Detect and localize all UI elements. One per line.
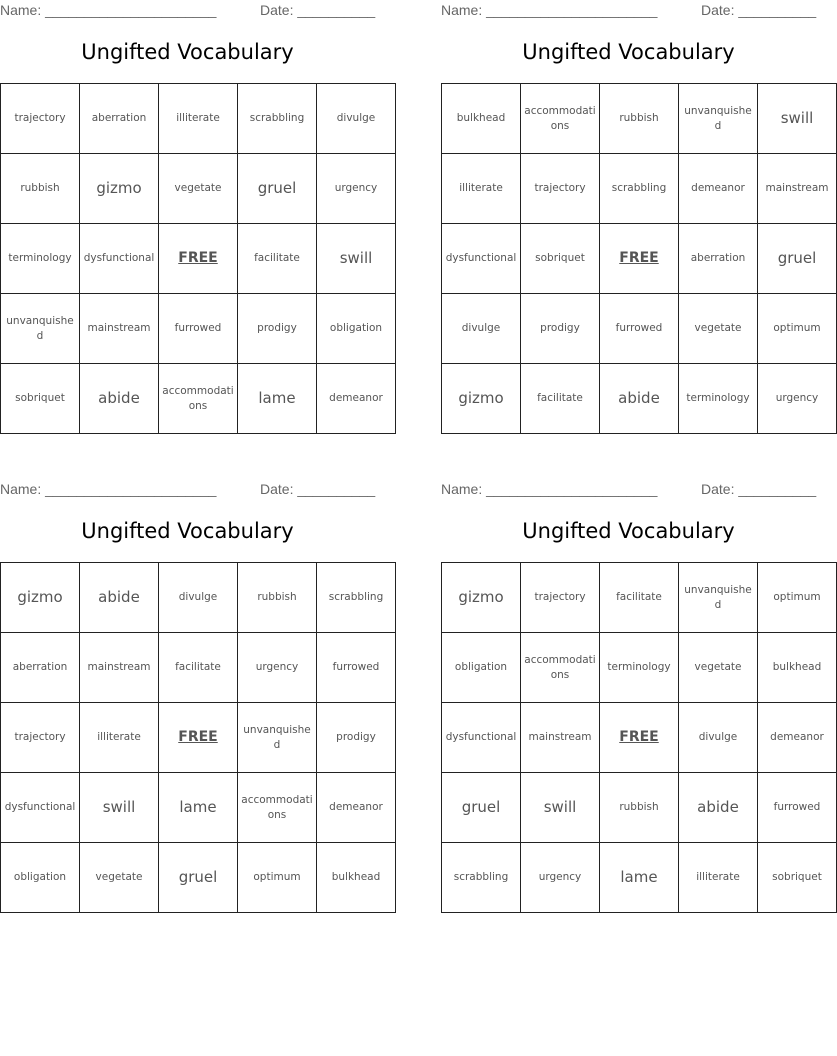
free-space-cell: FREE — [159, 224, 238, 294]
word-cell: accommodations — [159, 364, 238, 434]
word-cell: facilitate — [600, 563, 679, 633]
word-cell: urgency — [238, 633, 317, 703]
grid-row — [1, 364, 396, 434]
grid-row — [442, 703, 837, 773]
free-space-cell: FREE — [159, 703, 238, 773]
word-cell: gizmo — [80, 154, 159, 224]
word-cell: optimum — [238, 843, 317, 913]
grid-row — [442, 84, 837, 154]
date-field-label: Date: __________ — [260, 2, 376, 18]
word-cell: gruel — [238, 154, 317, 224]
free-space-cell: FREE — [600, 703, 679, 773]
word-cell: trajectory — [1, 84, 80, 154]
word-cell: furrowed — [758, 773, 837, 843]
word-cell: scrabbling — [317, 563, 396, 633]
card-title: Ungifted Vocabulary — [522, 519, 735, 543]
word-cell: abide — [600, 364, 679, 434]
card-title: Ungifted Vocabulary — [81, 519, 294, 543]
word-cell: sobriquet — [521, 224, 600, 294]
word-cell: bulkhead — [317, 843, 396, 913]
word-cell: gruel — [159, 843, 238, 913]
grid-row — [1, 773, 396, 843]
word-cell: aberration — [80, 84, 159, 154]
word-cell: scrabbling — [238, 84, 317, 154]
word-cell: aberration — [679, 224, 758, 294]
word-cell: sobriquet — [1, 364, 80, 434]
name-field-label: Name: ______________________ — [0, 2, 217, 18]
word-cell: rubbish — [238, 563, 317, 633]
grid-row — [1, 703, 396, 773]
word-cell: urgency — [758, 364, 837, 434]
word-cell: prodigy — [317, 703, 396, 773]
name-field-label: Name: ______________________ — [0, 481, 217, 497]
word-cell: swill — [521, 773, 600, 843]
word-cell: demeanor — [317, 364, 396, 434]
word-cell: divulge — [317, 84, 396, 154]
word-cell: furrowed — [317, 633, 396, 703]
word-cell: facilitate — [238, 224, 317, 294]
word-cell: abide — [679, 773, 758, 843]
grid-row — [442, 563, 837, 633]
word-cell: gizmo — [442, 563, 521, 633]
word-cell: unvanquished — [1, 294, 80, 364]
word-cell: demeanor — [317, 773, 396, 843]
word-cell: mainstream — [80, 294, 159, 364]
word-cell: illiterate — [442, 154, 521, 224]
word-cell: rubbish — [600, 773, 679, 843]
word-cell: vegetate — [679, 633, 758, 703]
word-cell: optimum — [758, 294, 837, 364]
grid-row — [442, 633, 837, 703]
word-cell: gizmo — [1, 563, 80, 633]
word-cell: optimum — [758, 563, 837, 633]
word-cell: terminology — [1, 224, 80, 294]
word-cell: vegetate — [80, 843, 159, 913]
word-cell: illiterate — [80, 703, 159, 773]
word-cell: obligation — [442, 633, 521, 703]
word-cell: obligation — [1, 843, 80, 913]
word-cell: unvanquished — [679, 84, 758, 154]
word-cell: lame — [238, 364, 317, 434]
name-field-label: Name: ______________________ — [441, 2, 658, 18]
card-header — [0, 481, 375, 499]
word-cell: dysfunctional — [80, 224, 159, 294]
grid-row — [442, 224, 837, 294]
word-cell: divulge — [442, 294, 521, 364]
word-cell: vegetate — [679, 294, 758, 364]
word-cell: prodigy — [238, 294, 317, 364]
word-cell: gruel — [442, 773, 521, 843]
word-cell: furrowed — [159, 294, 238, 364]
bingo-grid — [0, 83, 396, 434]
word-cell: gizmo — [442, 364, 521, 434]
grid-row — [442, 773, 837, 843]
name-field-label: Name: ______________________ — [441, 481, 658, 497]
word-cell: terminology — [600, 633, 679, 703]
word-cell: divulge — [159, 563, 238, 633]
card-title: Ungifted Vocabulary — [81, 40, 294, 64]
word-cell: lame — [159, 773, 238, 843]
card-title: Ungifted Vocabulary — [522, 40, 735, 64]
word-cell: furrowed — [600, 294, 679, 364]
free-space-cell: FREE — [600, 224, 679, 294]
bingo-grid — [0, 562, 396, 913]
word-cell: obligation — [317, 294, 396, 364]
word-cell: illiterate — [679, 843, 758, 913]
word-cell: accommodations — [521, 84, 600, 154]
grid-row — [1, 84, 396, 154]
word-cell: mainstream — [80, 633, 159, 703]
word-cell: abide — [80, 364, 159, 434]
date-field-label: Date: __________ — [701, 481, 817, 497]
word-cell: demeanor — [679, 154, 758, 224]
card-header — [0, 2, 375, 20]
word-cell: dysfunctional — [1, 773, 80, 843]
word-cell: abide — [80, 563, 159, 633]
word-cell: scrabbling — [442, 843, 521, 913]
card-header — [441, 481, 816, 499]
word-cell: sobriquet — [758, 843, 837, 913]
word-cell: divulge — [679, 703, 758, 773]
word-cell: accommodations — [238, 773, 317, 843]
word-cell: trajectory — [521, 563, 600, 633]
word-cell: illiterate — [159, 84, 238, 154]
card-header — [441, 2, 816, 20]
word-cell: trajectory — [521, 154, 600, 224]
word-cell: trajectory — [1, 703, 80, 773]
date-field-label: Date: __________ — [260, 481, 376, 497]
word-cell: rubbish — [600, 84, 679, 154]
grid-row — [442, 364, 837, 434]
date-field-label: Date: __________ — [701, 2, 817, 18]
grid-row — [442, 294, 837, 364]
word-cell: bulkhead — [442, 84, 521, 154]
word-cell: dysfunctional — [442, 703, 521, 773]
word-cell: demeanor — [758, 703, 837, 773]
word-cell: urgency — [317, 154, 396, 224]
word-cell: vegetate — [159, 154, 238, 224]
word-cell: mainstream — [521, 703, 600, 773]
word-cell: aberration — [1, 633, 80, 703]
word-cell: unvanquished — [679, 563, 758, 633]
grid-row — [442, 154, 837, 224]
bingo-card-4 — [441, 479, 824, 919]
word-cell: facilitate — [521, 364, 600, 434]
bingo-grid — [441, 83, 837, 434]
bingo-grid — [441, 562, 837, 913]
grid-row — [1, 224, 396, 294]
bingo-card-2 — [441, 0, 829, 440]
word-cell: scrabbling — [600, 154, 679, 224]
word-cell: lame — [600, 843, 679, 913]
word-cell: bulkhead — [758, 633, 837, 703]
word-cell: terminology — [679, 364, 758, 434]
grid-row — [1, 294, 396, 364]
word-cell: swill — [317, 224, 396, 294]
word-cell: unvanquished — [238, 703, 317, 773]
word-cell: mainstream — [758, 154, 837, 224]
grid-row — [442, 843, 837, 913]
grid-row — [1, 633, 396, 703]
word-cell: swill — [80, 773, 159, 843]
word-cell: accommodations — [521, 633, 600, 703]
word-cell: urgency — [521, 843, 600, 913]
word-cell: prodigy — [521, 294, 600, 364]
grid-row — [1, 843, 396, 913]
bingo-card-1 — [0, 0, 383, 440]
grid-row — [1, 563, 396, 633]
word-cell: gruel — [758, 224, 837, 294]
grid-row — [1, 154, 396, 224]
word-cell: swill — [758, 84, 837, 154]
word-cell: dysfunctional — [442, 224, 521, 294]
word-cell: facilitate — [159, 633, 238, 703]
bingo-card-3 — [0, 479, 384, 919]
word-cell: rubbish — [1, 154, 80, 224]
